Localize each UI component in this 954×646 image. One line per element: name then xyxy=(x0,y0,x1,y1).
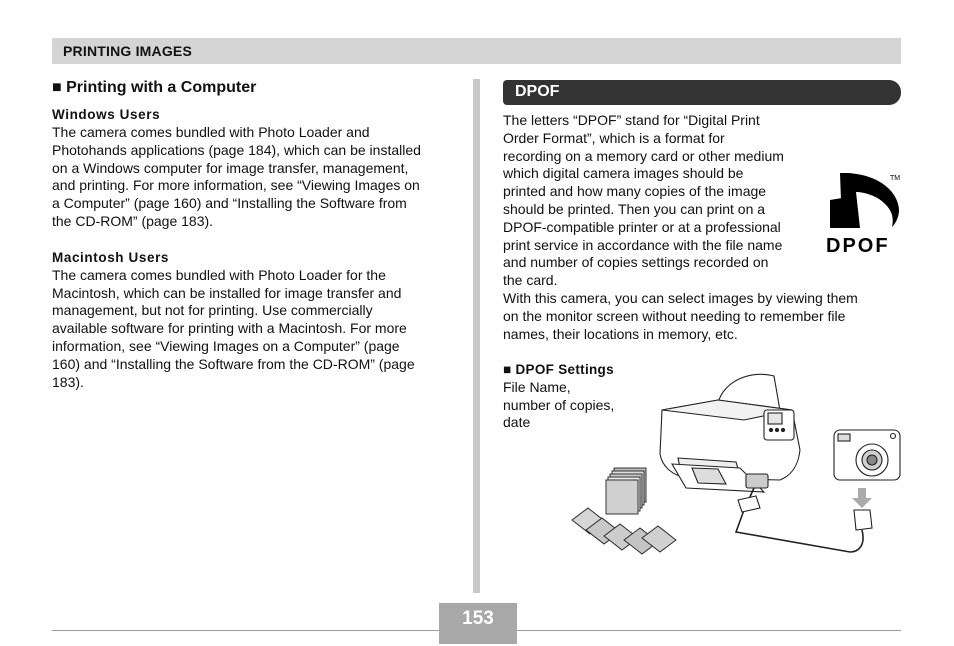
dpof-logo-text: DPOF xyxy=(826,235,890,257)
photo-prints-icon xyxy=(572,508,676,554)
page-number: 153 xyxy=(462,608,494,629)
text-line: The camera comes bundled with Photo Loader for the xyxy=(52,266,386,283)
dpof-intro-text xyxy=(503,112,784,290)
text-line: on a Windows computer for image transfer, management, xyxy=(52,159,409,176)
header-bar xyxy=(52,38,901,64)
text-line: on the monitor screen without needing to remember file xyxy=(503,307,846,324)
text-line: The letters “DPOF” stand for “Digital Print xyxy=(503,112,760,128)
text-line: which digital camera images should be xyxy=(503,165,744,182)
text-line: Photohands applications (page 184), which can be installed xyxy=(52,141,421,158)
dpof-logo xyxy=(822,170,904,258)
page-header-title: PRINTING IMAGES xyxy=(63,43,193,59)
text-line: printed and how many copies of the image xyxy=(503,183,767,200)
section-heading-printing-computer: ■ Printing with a Computer xyxy=(52,79,257,96)
arrow-down-icon xyxy=(852,488,872,508)
macintosh-users-text xyxy=(52,267,457,392)
dpof-section-title: DPOF xyxy=(515,83,560,100)
settings-line: number of copies, xyxy=(503,396,615,413)
settings-line: date xyxy=(503,414,531,431)
windows-users-heading: Windows Users xyxy=(52,107,161,122)
text-line: print service in accordance with the file name xyxy=(503,236,783,253)
camera-icon xyxy=(834,430,900,480)
printer-icon xyxy=(660,374,800,492)
dpof-camera-text xyxy=(503,290,898,343)
text-line: and printing. For more information, see “Viewing Images on xyxy=(52,177,420,194)
text-line: Order Format”, which is a format for xyxy=(503,129,725,146)
text-line: the CD-ROM” (page 183). xyxy=(52,212,214,229)
left-column xyxy=(52,78,457,391)
text-line: and number of copies settings recorded on xyxy=(503,254,769,271)
text-line: available software for printing with a Macintosh. For more xyxy=(52,320,407,337)
dpof-section-bar xyxy=(503,80,901,105)
text-line: 183). xyxy=(52,373,84,390)
column-divider xyxy=(473,79,480,593)
windows-users-text xyxy=(52,124,457,231)
text-line: With this camera, you can select images by viewing them xyxy=(503,290,858,306)
dpof-settings-heading: ■ DPOF Settings xyxy=(503,362,614,377)
dpof-logo-tm: TM xyxy=(890,175,901,182)
text-line: recording on a memory card or other medium xyxy=(503,147,784,164)
print-stack-icon xyxy=(606,468,646,514)
text-line: The camera comes bundled with Photo Loader and xyxy=(52,124,370,140)
text-line: management, but not for printing. Use commercially xyxy=(52,302,373,319)
macintosh-users-heading: Macintosh Users xyxy=(52,249,170,265)
text-line: information, see “Viewing Images on a Computer” (page xyxy=(52,337,400,354)
settings-line: File Name, xyxy=(503,378,571,395)
dpof-printing-illustration xyxy=(568,370,904,560)
text-line: should be printed. Then you can print on a xyxy=(503,200,766,217)
page-number-box xyxy=(439,603,517,644)
text-line: DPOF-compatible printer or at a professional xyxy=(503,218,781,235)
memory-card-icon xyxy=(854,510,872,530)
text-line: 160) and “Installing the Software from the CD-ROM” (page xyxy=(52,355,415,372)
text-line: names, their locations in memory, etc. xyxy=(503,325,738,342)
text-line: a Computer” (page 160) and “Installing the Software from xyxy=(52,195,407,212)
text-line: Macintosh, which can be installed for image transfer and xyxy=(52,284,402,301)
memory-card-small-icon xyxy=(738,496,760,512)
text-line: the card. xyxy=(503,272,558,289)
